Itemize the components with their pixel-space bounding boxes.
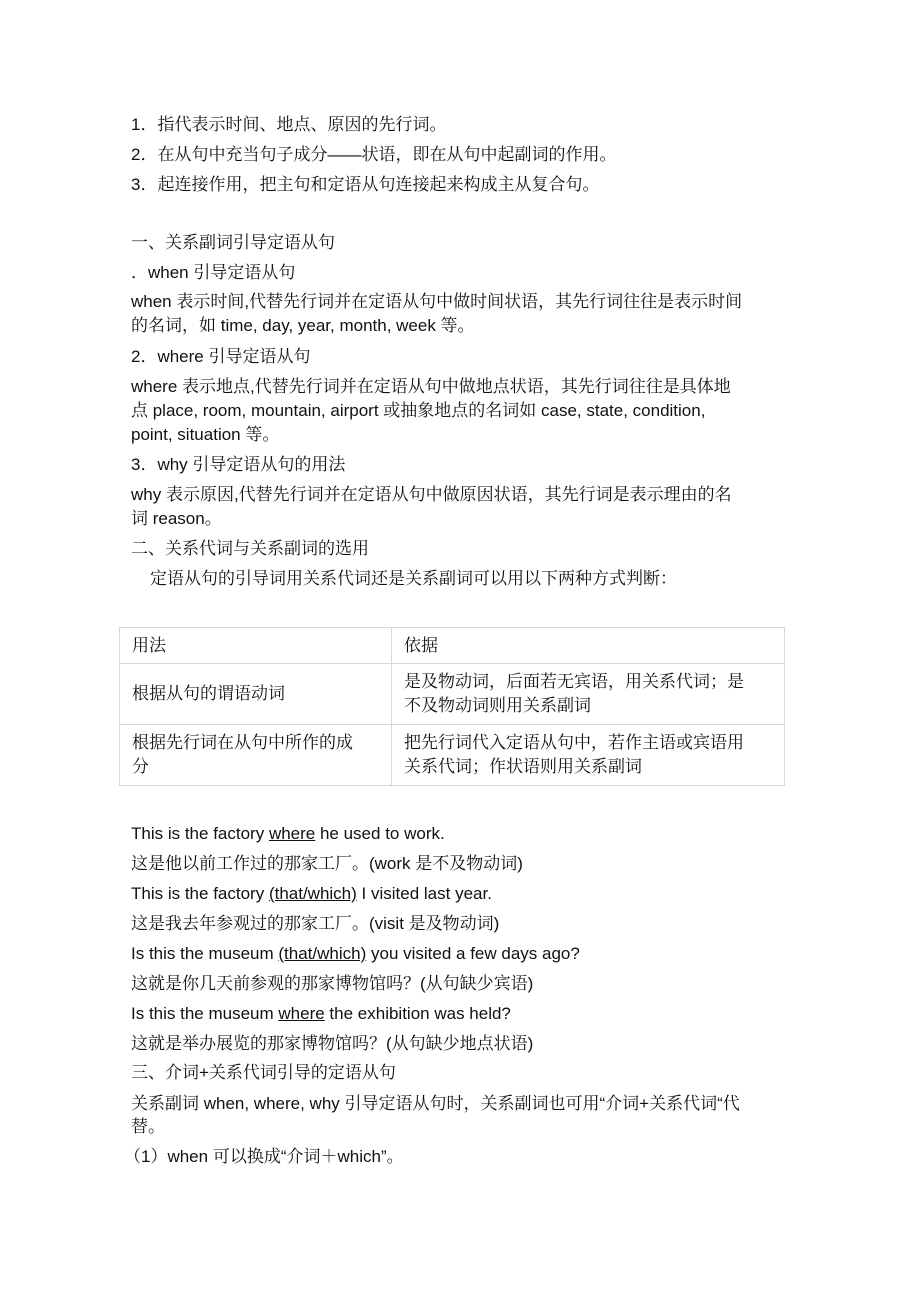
section-heading: 三、介词+关系代词引导的定语从句 [131,1063,396,1082]
example-sentence [131,823,445,845]
example-text: This is the factory [131,824,269,843]
cell-line: 关系代词；作状语则用关系副词 [404,757,642,776]
table-header: 用法 [120,628,392,664]
cell-line: 根据从句的谓语动词 [132,684,285,703]
example-text: Is this the museum [131,1004,279,1023]
underlined-relative-word: (that/which) [278,944,367,963]
section-heading: 一、关系副词引导定语从句 [131,233,335,252]
subheading-when: ．when 引导定语从句 [131,263,296,282]
table-header: 依据 [392,628,785,664]
example-text: 这就是举办展览的那家博物馆吗？(从句缺少地点状语) [131,1034,534,1053]
example-sentence [131,853,523,875]
paragraph-line: 替。 [131,1117,165,1136]
table-row [120,664,785,725]
list-item: 2．在从句中充当句子成分——状语，即在从句中起副词的作用。 [131,145,617,164]
example-text: you visited a few days ago? [366,944,580,963]
example-text: 这是我去年参观过的那家工厂。(visit 是及物动词) [131,914,500,933]
paragraph-line: why 表示原因,代替先行词并在定语从句中做原因状语，其先行词是表示理由的名 [131,485,732,504]
example-sentence [131,1003,511,1025]
cell-line: 不及物动词则用关系副词 [404,696,591,715]
section-heading: 二、关系代词与关系副词的选用 [131,539,369,558]
example-text: 这就是你几天前参观的那家博物馆吗？(从句缺少宾语) [131,974,534,993]
subheading-where: 2．where 引导定语从句 [131,347,311,366]
cell-line: 根据先行词在从句中所作的成 [132,733,353,752]
table-cell [120,664,392,725]
cell-line: 分 [132,757,149,776]
underlined-relative-word: (that/which) [268,884,357,903]
table-cell [120,725,392,786]
table-cell [392,664,785,725]
example-text: the exhibition was held? [324,1004,511,1023]
underlined-relative-word: where [278,1004,325,1023]
example-text: he used to work. [315,824,445,843]
example-text: 这是他以前工作过的那家工厂。(work 是不及物动词) [131,854,523,873]
example-sentence [131,883,492,905]
cell-line: 把先行词代入定语从句中，若作主语或宾语用 [404,733,744,752]
list-item: （1）when 可以换成“介词＋which”。 [124,1147,404,1166]
example-text: Is this the museum [131,944,279,963]
comparison-table [119,627,785,786]
table-cell [392,725,785,786]
underlined-relative-word: where [268,824,316,843]
paragraph-line: 定语从句的引导词用关系代词还是关系副词可以用以下两种方式判断： [150,569,677,588]
example-text: I visited last year. [356,884,492,903]
paragraph-line: point, situation 等。 [131,425,280,444]
list-item: 3．起连接作用，把主句和定语从句连接起来构成主从复合句。 [131,175,600,194]
table-header-row [120,628,785,664]
cell-line: 是及物动词，后面若无宾语，用关系代词；是 [404,672,744,691]
example-sentence [131,1033,533,1055]
paragraph-line: when 表示时间,代替先行词并在定语从句中做时间状语，其先行词往往是表示时间 [131,292,743,311]
subheading-why: 3．why 引导定语从句的用法 [131,455,346,474]
example-text: This is the factory [131,884,269,903]
paragraph-line: where 表示地点,代替先行词并在定语从句中做地点状语，其先行词往往是具体地 [131,377,731,396]
list-item: 1．指代表示时间、地点、原因的先行词。 [131,115,447,134]
example-sentence [131,973,533,995]
example-sentence [131,943,580,965]
paragraph-line: 的名词，如 time, day, year, month, week 等。 [131,316,475,335]
paragraph-line: 点 place, room, mountain, airport 或抽象地点的名词如 case, state, condition, [131,401,706,420]
paragraph-line: 词 reason。 [131,509,222,528]
example-sentence [131,913,499,935]
paragraph-line: 关系副词 when, where, why 引导定语从句时，关系副词也可用“介词+关系代词“代 [131,1094,740,1113]
table-row [120,725,785,786]
